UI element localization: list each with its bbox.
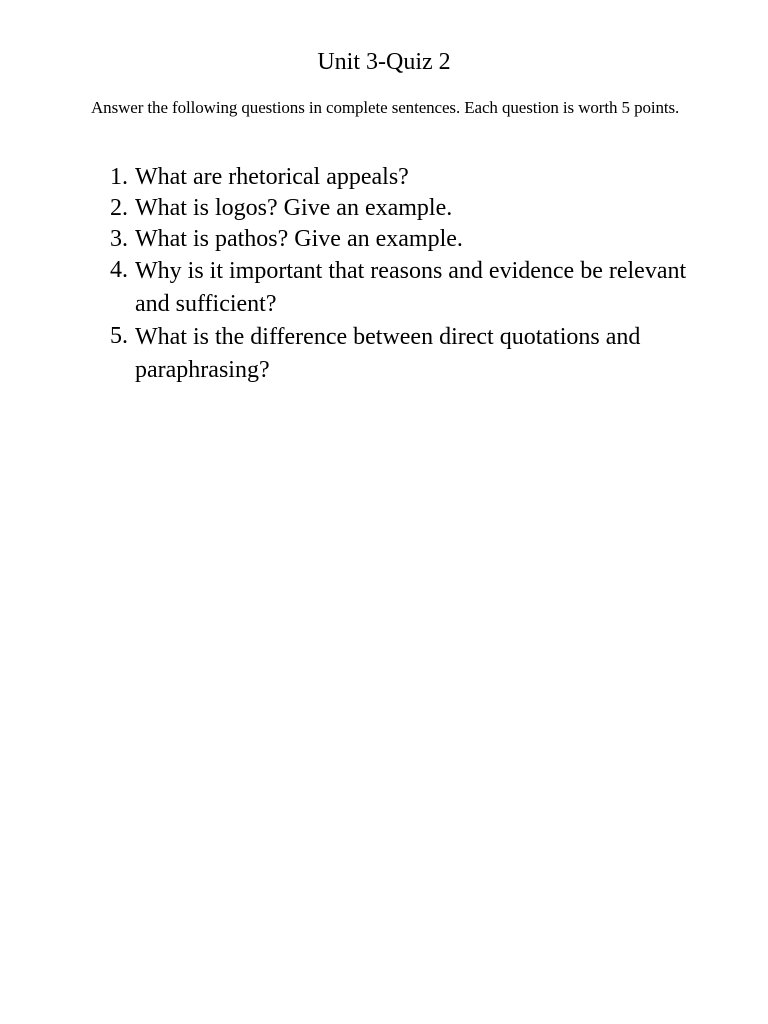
- question-number: 3.: [110, 226, 128, 252]
- question-text: What is pathos? Give an example.: [135, 226, 463, 252]
- question-number: 1.: [110, 164, 128, 190]
- question-item-5: [110, 321, 690, 387]
- question-text: What is the difference between direct quotations and paraphrasing?: [135, 324, 641, 383]
- question-item-1: [110, 162, 690, 193]
- question-text: Why is it important that reasons and evidence be relevant and sufficient?: [135, 258, 687, 317]
- question-number: 2.: [110, 195, 128, 221]
- question-number: 4.: [110, 257, 128, 283]
- question-list: [110, 162, 690, 387]
- question-item-4: [110, 255, 690, 321]
- quiz-title: Unit 3-Quiz 2: [317, 49, 451, 75]
- question-text: What is logos? Give an example.: [135, 195, 453, 221]
- instructions-text: Answer the following questions in complete sentences. Each question is worth 5 points.: [91, 98, 680, 117]
- question-item-3: [110, 224, 690, 255]
- question-number: 5.: [110, 323, 128, 349]
- question-text: What are rhetorical appeals?: [135, 164, 409, 190]
- question-item-2: [110, 193, 690, 224]
